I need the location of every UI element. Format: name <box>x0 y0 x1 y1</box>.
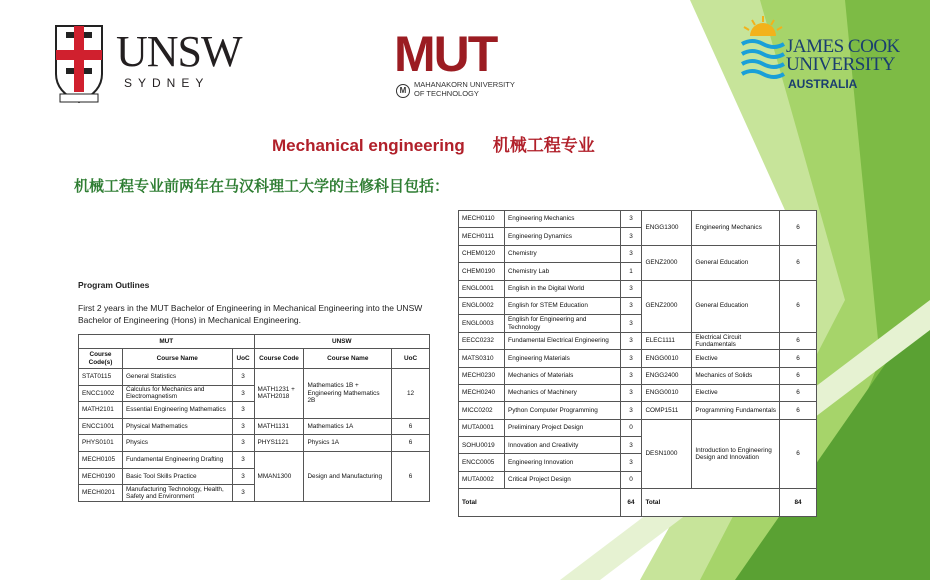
total-mut-uoc: 64 <box>620 489 642 517</box>
unsw-course-name: Design and Manufacturing <box>304 451 392 501</box>
course-code: ENCC1002 <box>79 385 123 402</box>
course-code: MECH0230 <box>459 367 505 384</box>
course-name: Manufacturing Technology, Health, Safety and Environment <box>122 485 232 502</box>
column-header: Course Name <box>304 349 392 369</box>
course-uoc: 3 <box>232 468 254 485</box>
course-code: CHEM0120 <box>459 245 505 262</box>
unsw-course-name: General Education <box>692 245 780 280</box>
course-uoc: 3 <box>232 369 254 386</box>
course-uoc: 0 <box>620 419 642 436</box>
course-name: Engineering Innovation <box>504 454 620 471</box>
table-row <box>459 384 817 401</box>
course-code: PHYS0101 <box>79 435 123 452</box>
unsw-course-code: ELEC1111 <box>642 332 692 349</box>
group-header-unsw: UNSW <box>254 335 429 349</box>
unsw-course-name: Mathematics 1B + Engineering Mathematics 2B <box>304 369 392 419</box>
unsw-course-uoc: 6 <box>780 332 817 349</box>
course-code: MECH0111 <box>459 228 505 245</box>
course-name: Critical Project Design <box>504 471 620 488</box>
unsw-course-uoc: 6 <box>780 419 817 489</box>
course-uoc: 3 <box>620 350 642 367</box>
course-name: Engineering Materials <box>504 350 620 367</box>
unsw-course-name: General Education <box>692 280 780 332</box>
course-code: MATH2101 <box>79 402 123 419</box>
unsw-course-uoc: 6 <box>392 435 430 452</box>
column-header: Course Name <box>122 349 232 369</box>
course-code: ENGL0003 <box>459 315 505 332</box>
course-uoc: 3 <box>232 402 254 419</box>
unsw-course-code: PHYS1121 <box>254 435 304 452</box>
course-uoc: 3 <box>232 435 254 452</box>
unsw-course-name: Engineering Mechanics <box>692 211 780 246</box>
table-row <box>459 245 817 262</box>
table-row <box>459 367 817 384</box>
course-code: ENCC1001 <box>79 418 123 435</box>
column-header: Course Code(s) <box>79 349 123 369</box>
course-code: MICC0202 <box>459 402 505 419</box>
course-name: Essential Engineering Mathematics <box>122 402 232 419</box>
program-intro: First 2 years in the MUT Bachelor of Engineering in Mechanical Engineering into the UNSW Bachelor of Engineering (Hons) in Mechanical Engineering. <box>78 303 423 325</box>
unsw-course-uoc: 6 <box>780 367 817 384</box>
page-title <box>272 131 595 156</box>
jcu-country: AUSTRALIA <box>788 77 858 91</box>
unsw-course-code: MATH1131 <box>254 418 304 435</box>
course-name: Fundamental Electrical Engineering <box>504 332 620 349</box>
unsw-course-uoc: 6 <box>392 418 430 435</box>
course-name: English in the Digital World <box>504 280 620 297</box>
course-code: ENGL0002 <box>459 297 505 314</box>
unsw-course-code: ENGG0010 <box>642 384 692 401</box>
course-uoc: 3 <box>232 451 254 468</box>
course-name: Python Computer Programming <box>504 402 620 419</box>
table-row <box>459 211 817 228</box>
table-row <box>459 332 817 349</box>
course-name: Fundamental Engineering Drafting <box>122 451 232 468</box>
course-code: MECH0240 <box>459 384 505 401</box>
course-code: MECH0201 <box>79 485 123 502</box>
course-name: Innovation and Creativity <box>504 437 620 454</box>
course-code: EECC0232 <box>459 332 505 349</box>
course-name: Engineering Dynamics <box>504 228 620 245</box>
unsw-course-name: Electrical Circuit Fundamentals <box>692 332 780 349</box>
unsw-course-uoc: 6 <box>780 402 817 419</box>
course-code: ENGL0001 <box>459 280 505 297</box>
unsw-course-uoc: 12 <box>392 369 430 419</box>
course-uoc: 3 <box>232 418 254 435</box>
course-code: ENCC0005 <box>459 454 505 471</box>
unsw-course-name: Mechanics of Solids <box>692 367 780 384</box>
table-row <box>459 350 817 367</box>
total-unsw-label: Total <box>642 489 780 517</box>
mut-seal-icon: M <box>396 84 410 98</box>
jcu-sun-waves-icon <box>738 14 788 84</box>
table-row <box>459 402 817 419</box>
mut-wordmark: MUT <box>394 26 497 82</box>
course-uoc: 3 <box>620 332 642 349</box>
course-uoc: 0 <box>620 471 642 488</box>
unsw-course-name: Physics 1A <box>304 435 392 452</box>
unsw-crest-icon <box>52 22 106 106</box>
course-name: Mechanics of Materials <box>504 367 620 384</box>
course-mapping-table-right <box>458 210 817 517</box>
column-header: UoC <box>392 349 430 369</box>
course-name: Preliminary Project Design <box>504 419 620 436</box>
course-uoc: 3 <box>620 297 642 314</box>
course-uoc: 3 <box>620 384 642 401</box>
jcu-wordmark: JAMES COOK UNIVERSITY <box>786 36 900 75</box>
unsw-course-code: ENGG1300 <box>642 211 692 246</box>
table-row <box>459 280 817 297</box>
unsw-course-uoc: 6 <box>780 211 817 246</box>
unsw-sub-wordmark: SYDNEY <box>124 76 210 90</box>
course-code: MECH0190 <box>79 468 123 485</box>
unsw-course-uoc: 6 <box>392 451 430 501</box>
course-code: STAT0115 <box>79 369 123 386</box>
course-uoc: 1 <box>620 263 642 280</box>
course-name: Chemistry <box>504 245 620 262</box>
page-title-en: Mechanical engineering <box>272 136 465 155</box>
course-uoc: 3 <box>620 211 642 228</box>
course-name: General Statistics <box>122 369 232 386</box>
course-code: MUTA0001 <box>459 419 505 436</box>
mut-university-name: MAHANAKORN UNIVERSITY OF TECHNOLOGY <box>414 80 515 98</box>
course-name: Physics <box>122 435 232 452</box>
course-uoc: 3 <box>620 402 642 419</box>
course-mapping-table-left <box>78 334 430 502</box>
program-heading: Program Outlines <box>78 280 150 290</box>
unsw-course-code: GENZ2000 <box>642 280 692 332</box>
unsw-course-name: Mathematics 1A <box>304 418 392 435</box>
unsw-course-code: GENZ2000 <box>642 245 692 280</box>
column-header: Course Code <box>254 349 304 369</box>
course-uoc: 3 <box>620 454 642 471</box>
course-name: Mechanics of Machinery <box>504 384 620 401</box>
unsw-course-uoc: 6 <box>780 280 817 332</box>
course-name: Basic Tool Skills Practice <box>122 468 232 485</box>
course-name: Engineering Mechanics <box>504 211 620 228</box>
mut-logo <box>394 26 524 105</box>
unsw-course-code: ENGG0010 <box>642 350 692 367</box>
course-name: English for STEM Education <box>504 297 620 314</box>
unsw-course-code: ENGG2400 <box>642 367 692 384</box>
course-name: Calculus for Mechanics and Electromagnetism <box>122 385 232 402</box>
unsw-course-name: Elective <box>692 384 780 401</box>
jcu-logo <box>738 14 913 99</box>
page-title-zh: 机械工程专业 <box>492 136 595 155</box>
unsw-course-name: Introduction to Engineering Design and Innovation <box>692 419 780 489</box>
program-outline-document <box>74 250 434 520</box>
unsw-wordmark: UNSW <box>116 27 242 76</box>
course-uoc: 3 <box>620 245 642 262</box>
course-uoc: 3 <box>620 228 642 245</box>
course-name: English for Engineering and Technology <box>504 315 620 332</box>
unsw-course-name: Elective <box>692 350 780 367</box>
course-uoc: 3 <box>232 485 254 502</box>
course-code: MECH0110 <box>459 211 505 228</box>
column-header: UoC <box>232 349 254 369</box>
course-uoc: 3 <box>620 367 642 384</box>
course-code: MUTA0002 <box>459 471 505 488</box>
unsw-course-uoc: 6 <box>780 245 817 280</box>
course-uoc: 3 <box>620 437 642 454</box>
unsw-course-code: COMP1511 <box>642 402 692 419</box>
unsw-course-code: MMAN1300 <box>254 451 304 501</box>
table-row <box>79 451 430 468</box>
course-code: CHEM0190 <box>459 263 505 280</box>
course-uoc: 3 <box>620 280 642 297</box>
table-row <box>79 418 430 435</box>
table-row <box>459 419 817 436</box>
total-unsw-uoc: 84 <box>780 489 817 517</box>
unsw-course-uoc: 6 <box>780 384 817 401</box>
unsw-course-uoc: 6 <box>780 350 817 367</box>
course-uoc: 3 <box>232 385 254 402</box>
page-subtitle: 机械工程专业前两年在马汉科理工大学的主修科目包括： <box>74 178 450 195</box>
course-name: Physical Mathematics <box>122 418 232 435</box>
unsw-course-code: MATH1231 + MATH2018 <box>254 369 304 419</box>
unsw-course-name: Programming Fundamentals <box>692 402 780 419</box>
course-uoc: 3 <box>620 315 642 332</box>
total-row <box>459 489 817 517</box>
course-code: MECH0105 <box>79 451 123 468</box>
course-name: Chemistry Lab <box>504 263 620 280</box>
table-row <box>79 369 430 386</box>
unsw-course-code: DESN1000 <box>642 419 692 489</box>
unsw-logo <box>52 22 242 112</box>
course-code: SOHU0019 <box>459 437 505 454</box>
total-label: Total <box>459 489 621 517</box>
course-code: MATS0310 <box>459 350 505 367</box>
table-row <box>79 435 430 452</box>
group-header-mut: MUT <box>79 335 255 349</box>
